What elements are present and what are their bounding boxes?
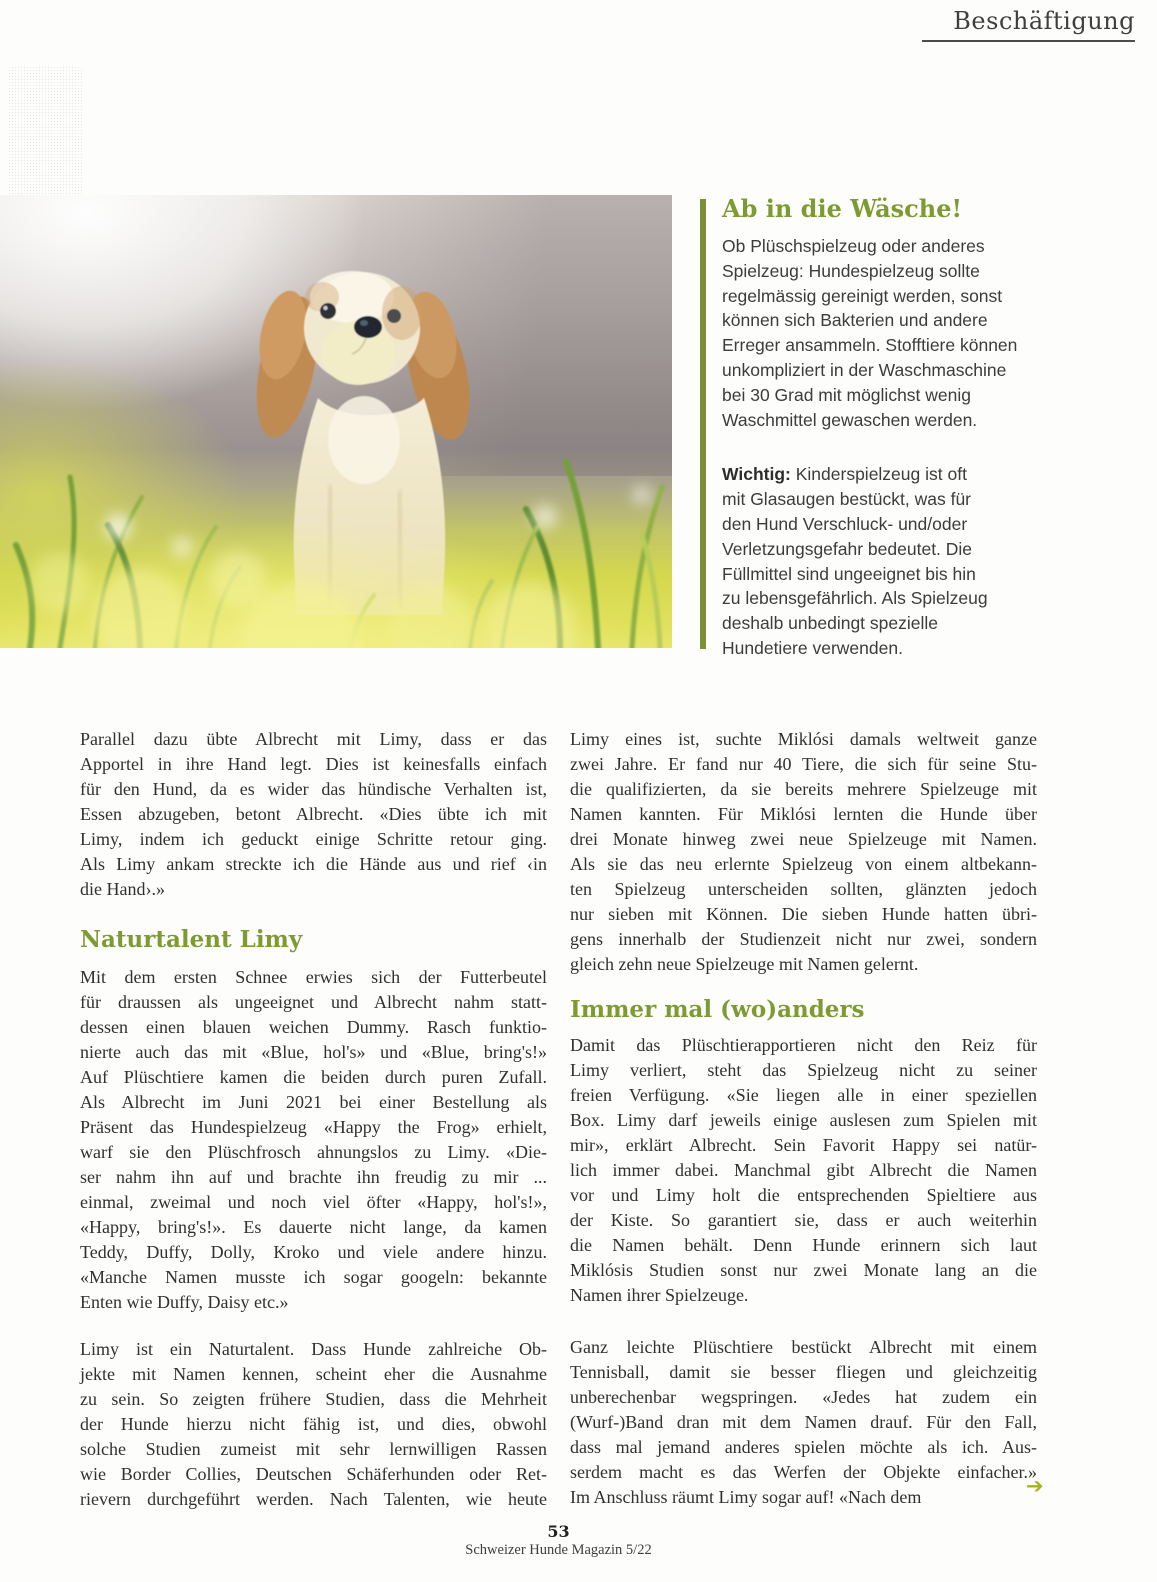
- paragraph: [570, 1335, 1037, 1510]
- text-line: Präsent das Hundespielzeug «Happy the Frog» erhielt,: [80, 1117, 547, 1137]
- text-line: ten Spielzeug unterscheiden sollten, glänzten jedoch: [570, 879, 1037, 899]
- text-line: Essen abzugeben, betont Albrecht. «Dies übte ich mit: [80, 804, 547, 824]
- text-line: Als sie das neu erlernte Spielzeug von einem altbekann-: [570, 854, 1037, 874]
- text-line: serdem macht es das Werfen der Objekte einfacher.»: [570, 1462, 1037, 1482]
- text-line: den Hund Verschluck- und/oder: [722, 513, 968, 534]
- text-line: für den Hund, da es wider das hündische Verhalten ist,: [80, 779, 547, 799]
- photo-bottom-glow: [0, 195, 672, 648]
- text-line: unkompliziert in der Waschmaschine: [722, 359, 1007, 380]
- text-line: nierte auch das mit «Blue, hol's» und «Blue, bring's!»: [80, 1042, 547, 1062]
- text-line: können sich Bakterien und andere: [722, 310, 988, 331]
- text-line: rievern durchgeführt werden. Nach Talenten, wie heute: [80, 1489, 547, 1509]
- text-line: regelmässig gereinigt werden, sonst: [722, 285, 1003, 306]
- note-label: Wichtig:: [722, 464, 791, 485]
- hero-photo-plush-dog: [0, 195, 672, 648]
- page-footer: [80, 1522, 1037, 1559]
- text-line: Als Limy ankam streckte ich die Hände aus und rief ‹in: [80, 854, 547, 874]
- text-line: Tennisball, damit sie besser fliegen und gleichzeitig: [570, 1362, 1037, 1382]
- text-line: Hundetiere verwenden.: [722, 637, 903, 658]
- page-number: 53: [547, 1522, 570, 1541]
- text-line: zu sein. So zeigten frühere Studien, dass die Mehrheit: [80, 1389, 547, 1409]
- text-line: Spielzeug: Hundespielzeug sollte: [722, 260, 980, 281]
- infobox-accent-bar: [700, 199, 706, 649]
- paragraph: [80, 965, 547, 1315]
- continuation-arrow-icon: ➔: [1026, 1474, 1044, 1498]
- heading-naturtalent-limy: Naturtalent Limy: [80, 926, 303, 953]
- text-line: wie Border Collies, Deutschen Schäferhunden oder Ret-: [80, 1464, 547, 1484]
- text-line: Teddy, Duffy, Dolly, Kroko und viele andere hinzu.: [80, 1242, 547, 1262]
- text-line: zwei Jahre. Er fand nur 40 Tiere, die sich für seine Stu-: [570, 754, 1037, 774]
- text-line: zu lebensgefährlich. Als Spielzeug: [722, 588, 988, 609]
- text-line: für draussen als ungeeignet und Albrecht nahm statt-: [80, 992, 547, 1012]
- text-line: Als Albrecht im Juni 2021 bei einer Bestellung als: [80, 1092, 547, 1112]
- text-line: lich immer dabei. Manchmal gibt Albrecht die Namen: [570, 1160, 1037, 1180]
- text-line: drei Monate hinweg zwei neue Spielzeuge mit Namen.: [570, 829, 1037, 849]
- text-line: bei 30 Grad mit möglichst wenig: [722, 384, 971, 405]
- paragraph: [570, 727, 1037, 977]
- text-line: einmal, zweimal und noch viel öfter «Happy, hol's!»,: [80, 1192, 547, 1212]
- text-line: Auf Plüschtiere kamen die beiden durch puren Zufall.: [80, 1067, 547, 1087]
- text-line: (Wurf-)Band dran mit dem Namen drauf. Für den Fall,: [570, 1412, 1037, 1432]
- text-line: [722, 462, 1030, 487]
- text-line: Namen ihrer Spielzeuge.: [570, 1285, 749, 1305]
- text-line: unberechenbar wegspringen. «Jedes hat zudem ein: [570, 1387, 1037, 1407]
- text-line: Limy, indem ich geduckt einige Schritte retour ging.: [80, 829, 547, 849]
- paragraph: [570, 1033, 1037, 1308]
- text-line: Erreger ansammeln. Stofftiere können: [722, 335, 1018, 356]
- text-line: nur sieben mit Können. Die sieben Hunde hatten übri-: [570, 904, 1037, 924]
- text-line: Box. Limy darf jeweils einige auslesen zum Spielen mit: [570, 1110, 1037, 1130]
- magazine-credit: Schweizer Hunde Magazin 5/22: [465, 1542, 652, 1558]
- article-column-left: [80, 727, 547, 1512]
- text-line: warf sie den Plüschfrosch ahnungslos zu Limy. «Die-: [80, 1142, 547, 1162]
- text-line: «Manche Namen musste ich sogar googeln: bekannte: [80, 1267, 547, 1287]
- text-line: Apportel in ihre Hand legt. Dies ist keinesfalls einfach: [80, 754, 547, 774]
- text-line: dass mal jemand anderes spielen möchte als ich. Aus-: [570, 1437, 1037, 1457]
- text-line: der Kiste. So garantiert sie, dass er auch weiterhin: [570, 1210, 1037, 1230]
- text-line: freien Verfügung. «Sie liegen alle in einer speziellen: [570, 1085, 1037, 1105]
- text-line: ser nahm ihn auf und brachte ihn freudig zu mir ...: [80, 1167, 547, 1187]
- text-line: mir», erklärt Albrecht. Sein Favorit Happy sei natür-: [570, 1135, 1037, 1155]
- text-line: gens innerhalb der Studienzeit nicht nur zwei, sondern: [570, 929, 1037, 949]
- text-line: Miklósis Studien sonst nur zwei Monate lang an die: [570, 1260, 1037, 1280]
- article-column-right: [570, 727, 1037, 1510]
- note-first-line: Kinderspielzeug ist oft: [795, 464, 967, 485]
- text-line: Limy verliert, steht das Spielzeug nicht zu seiner: [570, 1060, 1037, 1080]
- infobox-note-lines: [722, 487, 1030, 661]
- text-line: Füllmittel sind ungeeignet bis hin: [722, 563, 976, 584]
- text-line: der Hunde hierzu nicht fähig ist, und dies, obwohl: [80, 1414, 547, 1434]
- scan-noise-artifact: [8, 66, 82, 206]
- paragraph: [80, 727, 547, 902]
- text-line: die Hand›.»: [80, 879, 165, 899]
- text-line: deshalb unbedingt spezielle: [722, 613, 938, 634]
- section-header: Beschäftigung: [953, 7, 1135, 35]
- text-line: die qualifizierten, da sie bereits mehrere Spielzeuge mit: [570, 779, 1037, 799]
- text-line: Verletzungsgefahr bedeutet. Die: [722, 538, 973, 559]
- infobox-title: Ab in die Wäsche!: [722, 194, 962, 223]
- text-line: vor und Limy holt die entsprechenden Spieltiere aus: [570, 1185, 1037, 1205]
- text-line: mit Glasaugen bestückt, was für: [722, 489, 971, 510]
- text-line: solche Studien zumeist mit sehr lernwilligen Rassen: [80, 1439, 547, 1459]
- text-line: Ob Plüschspielzeug oder anderes: [722, 236, 985, 256]
- paragraph: [80, 1337, 547, 1512]
- text-line: Parallel dazu übte Albrecht mit Limy, dass er das: [80, 729, 547, 749]
- text-line: gleich zehn neue Spielzeuge mit Namen gelernt.: [570, 954, 919, 974]
- text-line: Mit dem ersten Schnee erwies sich der Futterbeutel: [80, 967, 547, 987]
- text-line: jekte mit Namen kennen, scheint eher die Ausnahme: [80, 1364, 547, 1384]
- text-line: Limy eines ist, suchte Miklósi damals weltweit ganze: [570, 729, 1037, 749]
- text-line: die Namen behält. Denn Hunde erinnern sich laut: [570, 1235, 1037, 1255]
- text-line: Limy ist ein Naturtalent. Dass Hunde zahlreiche Ob-: [80, 1339, 547, 1359]
- text-line: «Happy, bring's!». Es dauerte nicht lange, da kamen: [80, 1217, 547, 1237]
- infobox-intro-paragraph: [722, 234, 1030, 432]
- text-line: Enten wie Duffy, Daisy etc.»: [80, 1292, 289, 1312]
- text-line: Ganz leichte Plüschtiere bestückt Albrecht mit einem: [570, 1337, 1037, 1357]
- section-header-rule: [922, 40, 1135, 42]
- text-line: dessen einen blauen weichen Dummy. Rasch funktio-: [80, 1017, 547, 1037]
- infobox-note-paragraph: [722, 462, 1030, 660]
- text-line: Damit das Plüschtierapportieren nicht den Reiz für: [570, 1035, 1037, 1055]
- heading-immer-mal-woanders: Immer mal (wo)anders: [570, 996, 865, 1023]
- text-line: Namen kannten. Für Miklósi lernten die Hunde über: [570, 804, 1037, 824]
- text-line: Im Anschluss räumt Limy sogar auf! «Nach dem: [570, 1487, 922, 1507]
- text-line: Waschmittel gewaschen werden.: [722, 409, 978, 430]
- infobox-washing: [700, 196, 1030, 661]
